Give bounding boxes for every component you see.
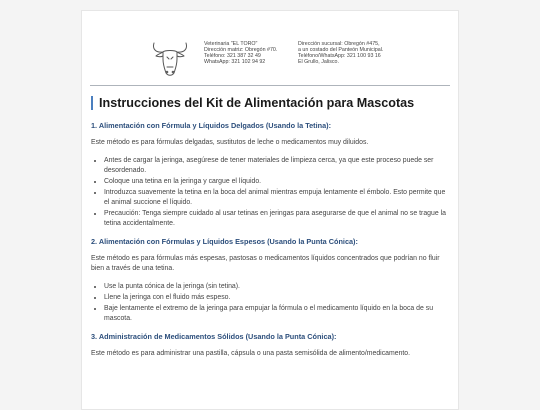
- section-list: [91, 282, 449, 324]
- branch-address: Dirección sucursal: Obregón #475,: [298, 41, 380, 47]
- document-page: [81, 10, 459, 410]
- section-intro: Este método es para administrar una pastilla, cápsula o una pasta semisólida de alimento/medicamento.: [91, 350, 411, 357]
- list-item: • Coloque una tetina en la jeringa y cargue el líquido.: [104, 177, 449, 187]
- list-item: • Introduzca suavemente la tetina en la boca del animal mientras empuja lentamente el émbolo. Esto permite que el animal succione el líquido.: [104, 188, 449, 208]
- section-heading: 3. Administración de Medicamentos Sólidos (Usando la Punta Cónica):: [91, 332, 337, 341]
- main-phone: Teléfono: 321 387 32 49: [204, 53, 261, 60]
- bull-logo-icon: [150, 37, 190, 79]
- branch-phone: Teléfono/WhatsApp: 321 100 93 16: [298, 53, 381, 60]
- list-item: • Baje lentamente el extremo de la jeringa para empujar la fórmula o el medicamento líquido en la boca de su mascota.: [104, 304, 449, 324]
- main-address-block: [204, 41, 277, 65]
- main-whatsapp: WhatsApp: 321 102 94 92: [204, 59, 266, 66]
- section-intro: Este método es para fórmulas más espesas, pastosas o medicamentos líquidos concentrados que podrían no fluir bien a través de una tetina.: [91, 255, 440, 272]
- letterhead: [90, 19, 450, 86]
- list-item: • Antes de cargar la jeringa, asegúrese de tener materiales de limpieza cerca, ya que este proceso puede ser desordenado.: [104, 156, 449, 176]
- branch-address-block: [298, 41, 383, 65]
- list-item: • Llene la jeringa con el fluido más espeso.: [104, 293, 449, 303]
- main-address: Dirección matriz: Obregón #70.: [204, 47, 278, 54]
- section-heading: 1. Alimentación con Fórmula y Líquidos Delgados (Usando la Tetina):: [91, 121, 332, 130]
- list-item: • Precaución: Tenga siempre cuidado al usar tetinas en jeringas para asegurarse de que el animal no se trague la tetina accidentalmente.: [104, 209, 449, 229]
- clinic-name: Veterinaria "EL TORO": [204, 41, 258, 47]
- section-intro: Este método es para fórmulas delgadas, sustitutos de leche o medicamentos muy diluidos.: [91, 139, 369, 146]
- branch-city: El Grullo, Jalisco.: [298, 59, 339, 66]
- document-body: [91, 96, 449, 359]
- page-title: Instrucciones del Kit de Alimentación para Mascotas: [91, 96, 449, 110]
- list-item: • Use la punta cónica de la jeringa (sin tetina).: [104, 282, 449, 292]
- branch-address-detail: a un costado del Panteón Municipal.: [298, 47, 384, 54]
- section-list: [91, 156, 449, 229]
- section-heading: 2. Alimentación con Fórmulas y Líquidos Espesos (Usando la Punta Cónica):: [91, 237, 358, 246]
